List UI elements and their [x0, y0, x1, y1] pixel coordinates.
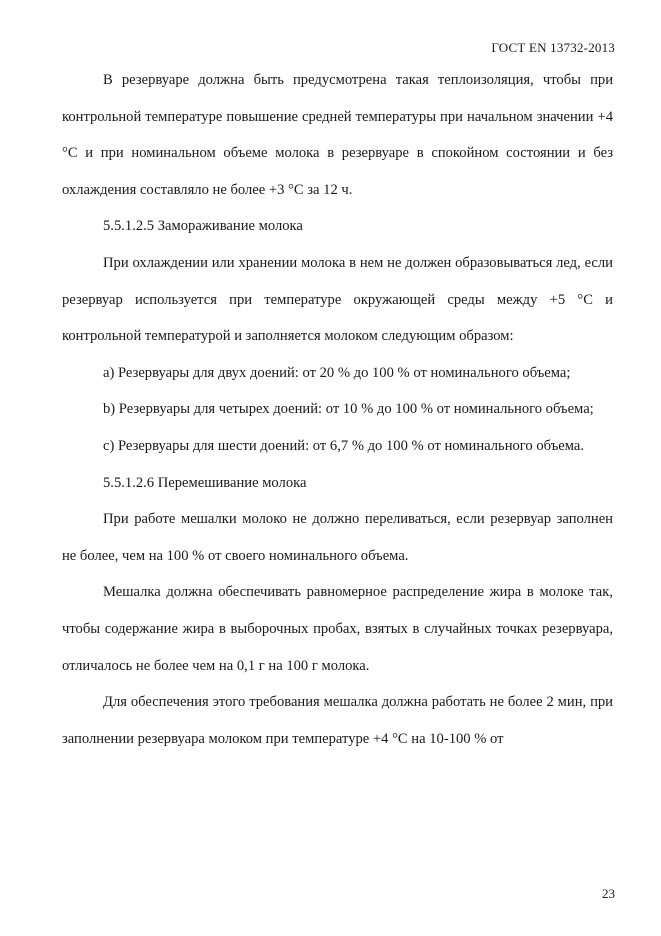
paragraph-mixing-overflow: При работе мешалки молоко не должно переливаться, если резервуар заполнен не более, чем на 100 % от своего номинального объема.	[62, 511, 613, 564]
document-body	[62, 62, 613, 757]
list-item-c: c) Резервуары для шести доений: от 6,7 % до 100 % от номинального объема.	[103, 437, 585, 454]
section-heading-mixing: 5.5.1.2.6 Перемешивание молока	[103, 474, 307, 491]
paragraph-mixing-time: Для обеспечения этого требования мешалка должна работать не более 2 мин, при заполнении резервуара молоком при температуре +4 °С на 10-100 % от	[62, 694, 613, 747]
page-number: 23	[602, 886, 615, 901]
paragraph-freezing: При охлаждении или хранении молока в нем не должен образовываться лед, если резервуар используется при температуре окружающей среды между +5 °С и контрольной температурой и заполняется молоком следующим образом:	[62, 254, 613, 345]
list-item-b: b) Резервуары для четырех доений: от 10 % до 100 % от номинального объема;	[103, 401, 594, 418]
list-item-a: a) Резервуары для двух доений: от 20 % до 100 % от номинального объема;	[103, 364, 571, 381]
section-heading-freezing: 5.5.1.2.5 Замораживание молока	[103, 218, 303, 235]
standard-header: ГОСТ EN 13732-2013	[491, 40, 615, 55]
paragraph-insulation: В резервуаре должна быть предусмотрена такая теплоизоляция, чтобы при контрольной температуре повышение средней температуры при начальном значении +4 °С и при номинальном объеме молока в резервуаре в спокойном состоянии и без охлаждения составляло не более +3 °С за 12 ч.	[62, 72, 613, 198]
paragraph-fat-distribution: Мешалка должна обеспечивать равномерное распределение жира в молоке так, чтобы содержание жира в выборочных пробах, взятых в случайных точках резервуара, отличалось не более чем на 0,1 г на 100 г молока.	[62, 584, 613, 674]
